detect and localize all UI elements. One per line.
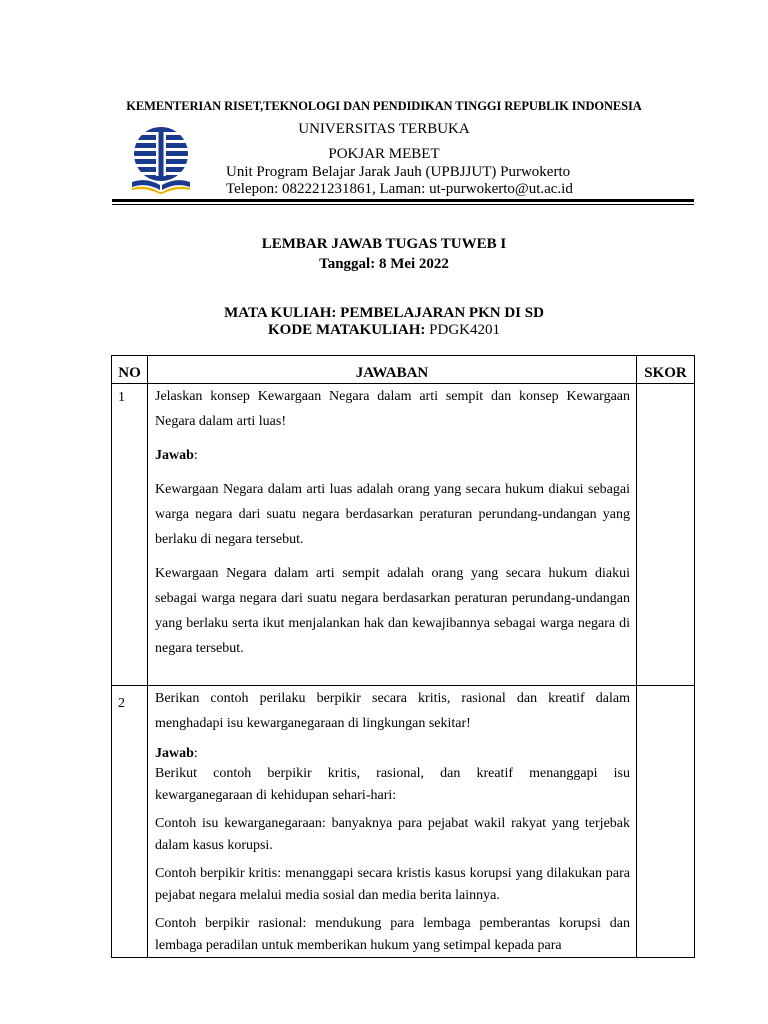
answer-paragraph: Kewargaan Negara dalam arti sempit adalah orang yang secara hukum diakui sebagai warga negara dari suatu negara berdasarkan peraturan perundang-undangan yang berlaku serta ikut menjalankan hak dan kewajibannya sebagai warga negara di negara tersebut. — [155, 566, 630, 656]
question-text: Berikan contoh perilaku berpikir secara kritis, rasional dan kreatif dalam menghadapi isu kewarganegaraan di lingkungan sekitar! — [155, 691, 630, 731]
answer-cell — [148, 384, 637, 686]
course-code — [0, 322, 768, 339]
contact-line: Telepon: 082221231861, Laman: ut-purwokerto@ut.ac.id — [226, 181, 573, 197]
question-text: Jelaskan konsep Kewargaan Negara dalam arti sempit dan konsep Kewargaan Negara dalam arti luas! — [155, 389, 630, 429]
answer-intro: Berikut contoh berpikir kritis, rasional, dan kreatif menanggapi isu kewarganegaraan di kehidupan sehari-hari: — [155, 766, 630, 803]
doc-date: Tanggal: 8 Mei 2022 — [319, 256, 449, 272]
answer-paragraph: Contoh berpikir kritis: menanggapi secara kristis kasus korupsi yang dilakukan para pejabat negara melalui media sosial dan media berita lainnya. — [155, 866, 630, 903]
course-name: MATA KULIAH: PEMBELAJARAN PKN DI SD — [224, 305, 544, 321]
answer-cell — [148, 686, 637, 958]
course-code-label: KODE MATAKULIAH: — [268, 322, 426, 338]
answer-paragraph: Contoh isu kewarganegaraan: banyaknya para pejabat wakil rakyat yang terjebak dalam kasus korupsi. — [155, 816, 630, 853]
answer-paragraph: Kewargaan Negara dalam arti luas adalah orang yang secara hukum diakui sebagai warga negara dari suatu negara berdasarkan peraturan perundang-undangan yang berlaku di negara tersebut. — [155, 482, 630, 547]
ministry-name: KEMENTERIAN RISET,TEKNOLOGI DAN PENDIDIKAN TINGGI REPUBLIK INDONESIA — [126, 99, 642, 113]
doc-title: LEMBAR JAWAB TUGAS TUWEB I — [261, 236, 507, 252]
score-cell — [637, 384, 695, 686]
header-divider-thick — [112, 199, 694, 202]
unit-name: Unit Program Belajar Jarak Jauh (UPBJJUT) Purwokerto — [226, 164, 571, 180]
row-number: 2 — [112, 686, 148, 958]
table-row — [112, 686, 695, 958]
jawab-label: Jawab: — [155, 746, 198, 761]
header-divider-thin — [112, 204, 694, 205]
header-no: NO — [112, 356, 148, 384]
header-score: SKOR — [637, 356, 695, 384]
table-row — [112, 384, 695, 686]
jawab-label: Jawab: — [155, 448, 198, 463]
answer-table — [111, 355, 695, 958]
table-header-row — [112, 356, 695, 384]
course-code-value: PDGK4201 — [425, 322, 500, 338]
answer-paragraph: Contoh berpikir rasional: mendukung para lembaga pemberantas korupsi dan lembaga peradilan untuk memberikan hukum yang setimpal kepada para — [155, 916, 630, 953]
row-number: 1 — [112, 384, 148, 686]
university-name: UNIVERSITAS TERBUKA — [298, 121, 470, 137]
header-answer: JAWABAN — [148, 356, 637, 384]
score-cell — [637, 686, 695, 958]
pokjar-name: POKJAR MEBET — [328, 146, 440, 162]
